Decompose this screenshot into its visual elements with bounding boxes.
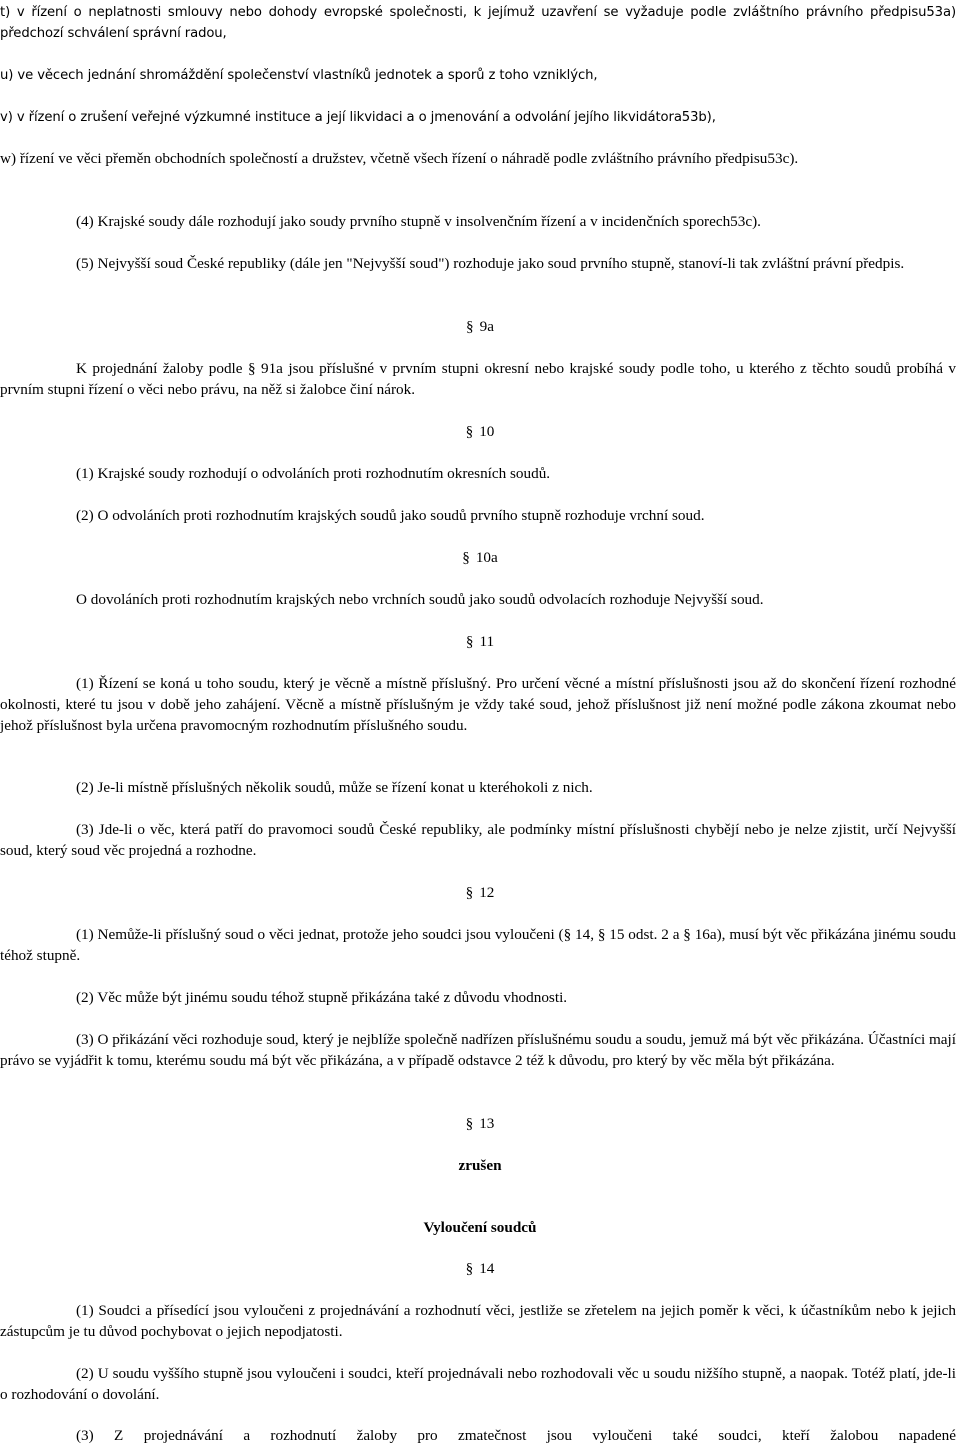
section-10a-text: O dovoláních proti rozhodnutím krajských nebo vrchních soudů jako soudů odvolacích rozhoduje Nejvyšší soud. [76,591,764,608]
section-12-paragraph-1: (1) Nemůže-li příslušný soud o věci jednat, protože jeho soudci jsou vyloučeni (§ 14, § 15 odst. 2 a § 16a), musí být věc přikázána jinému soudu téhož stupně. [0,926,956,964]
chapter-heading: Vyloučení soudců [423,1219,537,1236]
section-sign: § [465,1260,474,1277]
section-heading-10 [0,421,960,442]
section-heading-9a [0,316,960,337]
section-sign: § [466,318,474,335]
item-w: w) řízení ve věci přeměn obchodních společností a družstev, včetně všech řízení o náhradě podle zvláštního právního předpisu53c). [0,150,799,167]
section-9a-text: K projednání žaloby podle § 91a jsou příslušné v prvním stupni okresní nebo krajské soudy podle toho, u kterého z těchto soudů probíhá v prvním stupni řízení o věci nebo právu, na něž si žalobce činí nárok. [0,360,956,398]
section-14-paragraph-2: (2) U soudu vyššího stupně jsou vyloučeni i soudci, kteří projednávali nebo rozhodovali věc u soudu nižšího stupně, a naopak. Totéž platí, jde-li o rozhodování o dovolání. [0,1365,956,1403]
section-heading-10a [0,547,960,568]
section-sign: § [465,633,474,650]
item-v: v) v řízení o zrušení veřejné výzkumné instituce a její likvidaci a o jmenování a odvolání jejího likvidátora53b), [0,110,716,125]
section-sign: § [462,549,470,566]
section-number: 9a [479,318,494,335]
section-sign: § [465,1115,474,1132]
paragraph-5: (5) Nejvyšší soud České republiky (dále jen "Nejvyšší soud") rozhoduje jako soud prvního stupně, stanoví-li tak zvláštní právní předpis. [76,255,905,272]
section-13-repealed: zrušen [458,1157,502,1174]
section-14-paragraph-3: (3) Z projednávání a rozhodnutí žaloby pro zmatečnost jsou vyloučeni také soudci, kteří žalobou napadené [76,1427,956,1444]
section-number: 14 [479,1260,495,1277]
section-number: 10a [475,549,498,566]
section-number: 12 [479,884,495,901]
item-u: u) ve věcech jednání shromáždění společenství vlastníků jednotek a sporů z toho vzniklých, [0,68,598,83]
section-heading-12 [0,882,960,903]
paragraph-4: (4) Krajské soudy dále rozhodují jako soudy prvního stupně v insolvenčním řízení a v incidenčních sporech53c). [76,213,761,230]
section-12-paragraph-3: (3) O přikázání věci rozhoduje soud, který je nejblíže společně nadřízen příslušnému soudu a soudu, jemuž má být věc přikázána. Účastníci mají právo se vyjádřit k tomu, kterému soudu má být věc přikázána, a v případě odstavce 2 též k důvodu, pro který by věc měla být přikázána. [0,1031,956,1069]
section-11-paragraph-1: (1) Řízení se koná u toho soudu, který je věcně a místně příslušný. Pro určení věcné a místní příslušnosti jsou až do skončení řízení rozhodné okolnosti, které tu jsou v době jeho zahájení. Věcně a místně příslušným je vždy také soud, jehož příslušnost již není možné podle zákona zkoumat nebo jehož příslušnost byla určena pravomocným rozhodnutím příslušného soudu. [0,675,956,734]
section-number: 11 [479,633,495,650]
section-heading-11 [0,631,960,652]
section-sign: § [465,423,474,440]
section-number: 10 [479,423,495,440]
section-heading-13 [0,1113,960,1134]
section-sign: § [465,884,474,901]
section-14-paragraph-1: (1) Soudci a přísedící jsou vyloučeni z projednávání a rozhodnutí věci, jestliže se zřetelem na jejich poměr k věci, k účastníkům nebo k jejich zástupcům je tu důvod pochybovat o jejich nepodjatosti. [0,1302,956,1340]
section-number: 13 [479,1115,495,1132]
section-heading-14 [0,1258,960,1279]
section-10-paragraph-2: (2) O odvoláních proti rozhodnutím krajských soudů jako soudů prvního stupně rozhoduje vrchní soud. [76,507,705,524]
section-11-paragraph-3: (3) Jde-li o věc, která patří do pravomoci soudů České republiky, ale podmínky místní příslušnosti chybějí nebo je nelze zjistit, určí Nejvyšší soud, který soud věc projedná a rozhodne. [0,821,956,859]
item-t: t) v řízení o neplatnosti smlouvy nebo dohody evropské společnosti, k jejímuž uzavření se vyžaduje podle zvláštního právního předpisu53a) předchozí schválení správní radou, [0,5,956,41]
section-12-paragraph-2: (2) Věc může být jinému soudu téhož stupně přikázána také z důvodu vhodnosti. [76,989,568,1006]
section-11-paragraph-2: (2) Je-li místně příslušných několik soudů, může se řízení konat u kteréhokoli z nich. [76,779,593,796]
section-10-paragraph-1: (1) Krajské soudy rozhodují o odvoláních proti rozhodnutím okresních soudů. [76,465,551,482]
